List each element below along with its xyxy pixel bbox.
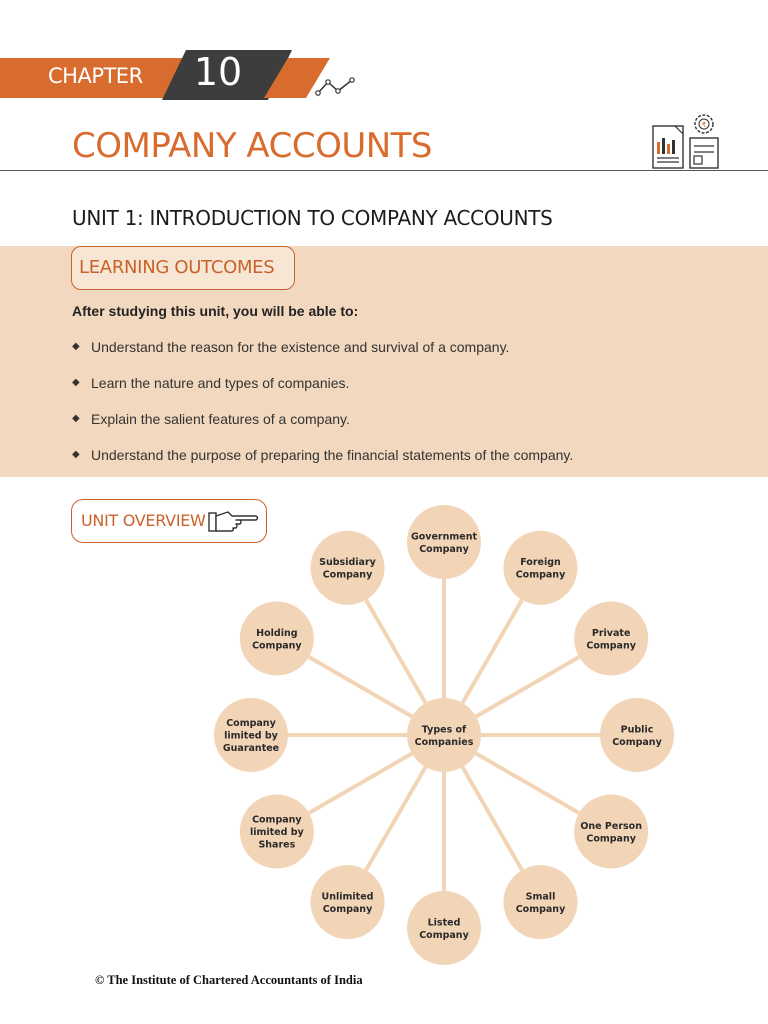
connector-line [463, 600, 523, 703]
list-item-text: Understand the purpose of preparing the financial statements of the company. [91, 447, 574, 463]
connector-line [309, 657, 412, 717]
node-unlimited-company-label: Company [322, 903, 373, 915]
node-foreign-company-label: Foreign [520, 557, 561, 569]
node-company-limited-by-guarantee-label: limited by [224, 730, 278, 742]
unit-title: UNIT 1: INTRODUCTION TO COMPANY ACCOUNTS [72, 206, 553, 230]
learning-outcomes-heading: LEARNING OUTCOMES [71, 246, 295, 290]
trend-line-icon [314, 74, 358, 98]
title-divider [0, 170, 768, 171]
node-company-limited-by-shares [240, 795, 314, 869]
connector-line [463, 767, 523, 870]
node-subsidiary-company-label: Company [322, 569, 373, 581]
unit-overview-label: UNIT OVERVIEW [81, 511, 206, 530]
node-company-limited-by-guarantee-label: Guarantee [222, 743, 280, 754]
node-company-limited-by-shares-label: Shares [258, 839, 296, 851]
bullet-icon: ◆ [72, 377, 80, 388]
node-listed-company-label: Company [419, 929, 469, 941]
chapter-label: CHAPTER [48, 64, 143, 88]
node-subsidiary-company-label: Subsidiary [319, 557, 376, 569]
center-node-types-of-companies-label: Companies [414, 736, 474, 748]
node-foreign-company [504, 531, 578, 605]
node-unlimited-company [311, 865, 385, 939]
document-rupee-gear-icon [650, 112, 722, 170]
node-company-limited-by-guarantee-label: Company [226, 718, 276, 729]
node-company-limited-by-shares-label: Company [252, 814, 302, 826]
node-company-limited-by-shares-label: limited by [249, 827, 304, 838]
node-public-company-label: Company [612, 736, 662, 748]
node-holding-company-label: Holding [256, 627, 298, 639]
bullet-icon: ◆ [72, 341, 80, 352]
node-private-company [574, 602, 648, 676]
node-holding-company-label: Company [252, 640, 302, 652]
list-item-text: Understand the reason for the existence and survival of a company. [91, 339, 510, 355]
connector-line [366, 767, 426, 870]
center-node-types-of-companies [407, 698, 481, 772]
list-item-text: Explain the salient features of a company. [91, 411, 350, 427]
node-one-person-company-label: Company [586, 833, 636, 845]
list-item [72, 373, 573, 409]
copyright-footer: © The Institute of Chartered Accountants of India [95, 973, 363, 987]
connector-line [476, 657, 579, 717]
node-listed-company [407, 891, 481, 965]
node-company-limited-by-guarantee [214, 698, 288, 772]
bullet-icon: ◆ [72, 413, 80, 424]
node-government-company-label: Government [410, 531, 478, 543]
node-private-company-label: Company [586, 640, 636, 652]
bullet-icon: ◆ [72, 449, 80, 460]
list-item [72, 445, 573, 481]
types-of-companies-diagram [0, 490, 768, 980]
node-government-company [407, 505, 481, 579]
node-listed-company-label: Listed [427, 917, 461, 929]
node-public-company [600, 698, 674, 772]
node-foreign-company-label: Company [515, 569, 566, 581]
center-node-types-of-companies-label: Types of [421, 724, 467, 736]
connector-line [366, 600, 426, 703]
node-small-company [504, 865, 578, 939]
node-public-company-label: Public [620, 724, 654, 736]
node-unlimited-company-label: Unlimited [321, 891, 374, 903]
connector-line [309, 754, 412, 814]
list-item [72, 337, 573, 373]
learning-outcomes-intro: After studying this unit, you will be able to: [72, 303, 359, 319]
node-small-company-label: Company [515, 903, 566, 915]
learning-outcomes-list [72, 337, 573, 481]
node-one-person-company-label: One Person [580, 820, 642, 832]
chapter-title: COMPANY ACCOUNTS [72, 126, 433, 166]
connector-line [476, 754, 579, 814]
node-subsidiary-company [311, 531, 385, 605]
node-private-company-label: Private [591, 627, 631, 639]
svg-text:₹: ₹ [701, 121, 707, 129]
node-holding-company [240, 602, 314, 676]
node-government-company-label: Company [419, 543, 469, 555]
list-item [72, 409, 573, 445]
chapter-number: 10 [193, 50, 243, 94]
list-item-text: Learn the nature and types of companies. [91, 375, 350, 391]
node-one-person-company [574, 795, 648, 869]
node-small-company-label: Small [525, 891, 556, 903]
